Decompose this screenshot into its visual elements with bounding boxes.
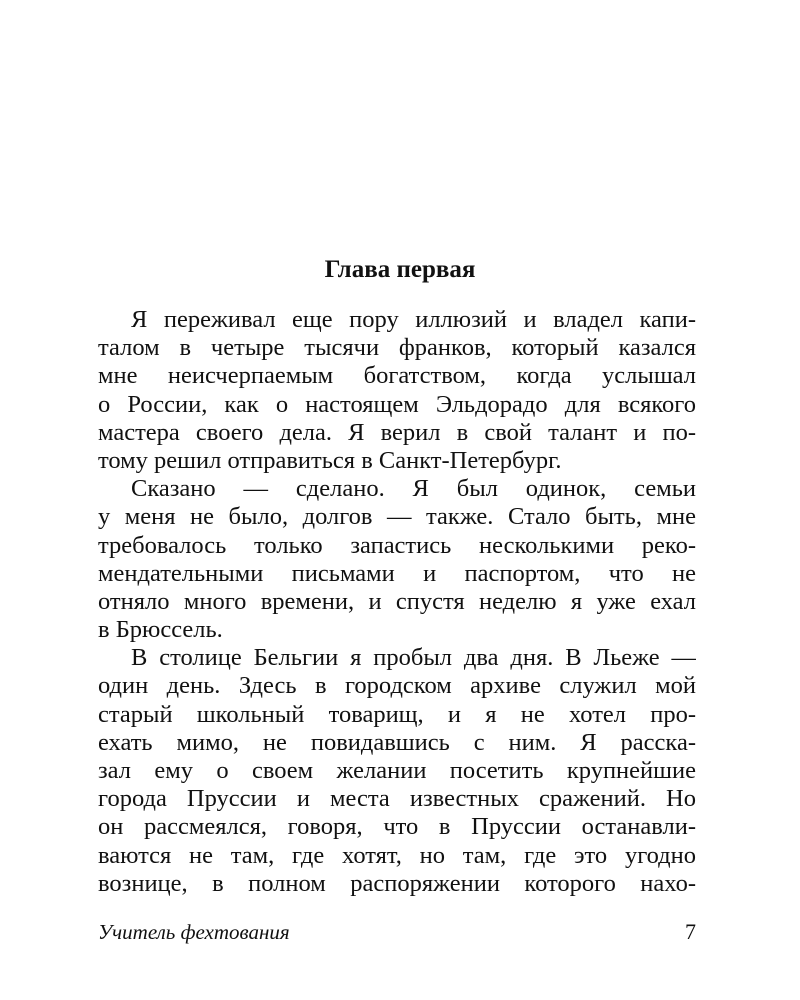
text-line: Сказано — сделано. Я был одинок, семьи — [131, 475, 696, 503]
text-line: В столице Бельгии я пробыл два дня. В Льеже — — [131, 644, 696, 672]
text-line: города Пруссии и места известных сражений. Но — [98, 785, 696, 813]
text-line: о России, как о настоящем Эльдорадо для всякого — [98, 390, 696, 418]
text-line: в Брюссель. — [98, 616, 223, 644]
text-line: один день. Здесь в городском архиве служил мой — [98, 672, 696, 700]
text-line: Я переживал еще пору иллюзий и владел капи- — [131, 306, 696, 333]
text-line: тому решил отправиться в Санкт-Петербург. — [98, 446, 562, 474]
text-line: мне неисчерпаемым богатством, когда услышал — [98, 362, 696, 390]
text-line: отняло много времени, и спустя неделю я уже ехал — [98, 587, 696, 615]
text-line: ехать мимо, не повидавшись с ним. Я расска- — [98, 728, 696, 756]
text-line: зал ему о своем желании посетить крупнейшие — [98, 757, 696, 784]
text-line: старый школьный товарищ, и я не хотел про- — [98, 700, 696, 728]
text-line: у меня не было, долгов — также. Стало быть, мне — [98, 503, 696, 531]
text-line: мендательными письмами и паспортом, что не — [98, 559, 696, 587]
text-line: он рассмеялся, говоря, что в Пруссии останавли- — [98, 813, 696, 841]
chapter-title: Глава первая — [324, 256, 476, 283]
running-title: Учитель фехтования — [98, 920, 290, 944]
body-text — [98, 306, 696, 898]
text-line: вознице, в полном распоряжении которого нахо- — [98, 869, 696, 897]
text-line: ваются не там, где хотят, но там, где это угодно — [98, 841, 696, 869]
text-line: талом в четыре тысячи франков, который казался — [98, 334, 696, 362]
text-line: требовалось только запастись несколькими реко- — [98, 531, 696, 559]
page-number: 7 — [685, 919, 696, 944]
text-line: мастера своего дела. Я верил в свой талант и по- — [98, 418, 696, 446]
page-footer — [98, 918, 696, 946]
